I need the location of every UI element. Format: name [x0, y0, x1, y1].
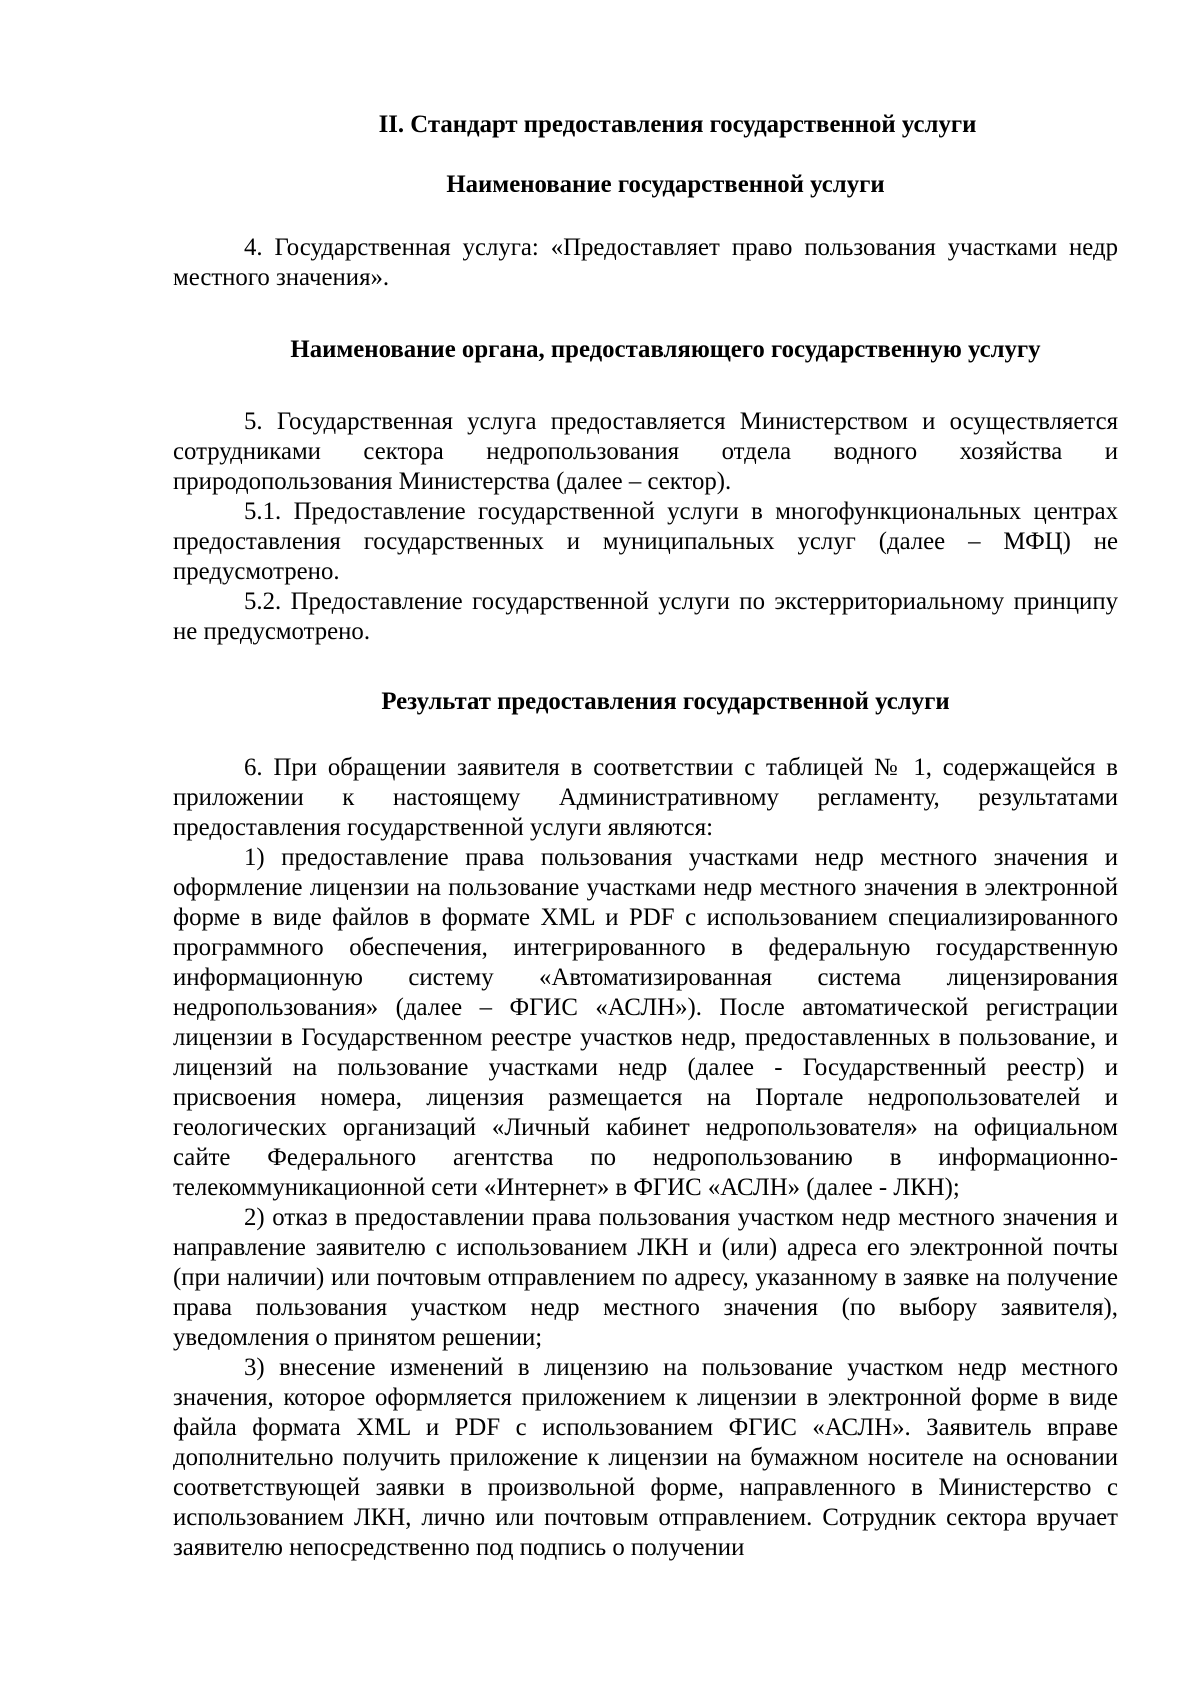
paragraph-4: 4. Государственная услуга: «Предоставляет право пользования участками недр местного значения». [173, 234, 1118, 291]
service-name-heading: Наименование государственной услуги [446, 171, 885, 198]
result-item-3: 3) внесение изменений в лицензию на пользование участком недр местного значения, которое оформляется приложением к лицензии в электронной форме в виде файла формата XML и PDF с использованием ФГИС «АСЛН». Заявитель вправе дополнительно получить приложение к лицензии на бумажном носителе на основании соответствующей заявки в произвольной форме, направленного в Министерство с использованием ЛКН, лично или почтовым отправлением. Сотрудник сектора вручает заявителю непосредственно под подпись о получении [173, 1354, 1118, 1561]
result-heading: Результат предоставления государственной услуги [381, 688, 950, 715]
result-item-1: 1) предоставление права пользования участками недр местного значения и оформление лицензии на пользование участками недр местного значения в электронной форме в виде файлов в формате XML и PDF с использованием специализированного программного обеспечения, интегрированного в федеральную государственную информационную систему «Автоматизированная система лицензирования недропользования» (далее – ФГИС «АСЛН»). После автоматической регистрации лицензии в Государственном реестре участков недр, предоставленных в пользование, и лицензий на пользование участками недр (далее - Государственный реестр) и присвоения номера, лицензия размещается на Портале недропользователей и геологических организаций «Личный кабинет недропользователя» на официальном сайте Федерального агентства по недропользованию в информационно-телекоммуникационной сети «Интернет» в ФГИС «АСЛН» (далее - ЛКН); [173, 844, 1118, 1201]
paragraph-5: 5. Государственная услуга предоставляется Министерством и осуществляется сотрудниками сектора недропользования отдела водного хозяйства и природопользования Министерства (далее – сектор). [173, 408, 1118, 495]
organ-heading: Наименование органа, предоставляющего государственную услугу [290, 336, 1041, 363]
paragraph-5-1: 5.1. Предоставление государственной услуги в многофункциональных центрах предоставления государственных и муниципальных услуг (далее – МФЦ) не предусмотрено. [173, 498, 1118, 585]
paragraph-6: 6. При обращении заявителя в соответствии с таблицей № 1, содержащейся в приложении к настоящему Административному регламенту, результатами предоставления государственной услуги являются: [173, 754, 1118, 841]
result-item-2: 2) отказ в предоставлении права пользования участком недр местного значения и направление заявителю с использованием ЛКН и (или) адреса его электронной почты (при наличии) или почтовым отправлением по адресу, указанному в заявке на получение права пользования участком недр местного значения (по выбору заявителя), уведомления о принятом решении; [173, 1204, 1118, 1351]
section-title: II. Стандарт предоставления государственной услуги [378, 111, 977, 138]
document-page [173, 110, 1118, 1563]
paragraph-5-2: 5.2. Предоставление государственной услуги по экстерриториальному принципу не предусмотрено. [173, 588, 1118, 645]
